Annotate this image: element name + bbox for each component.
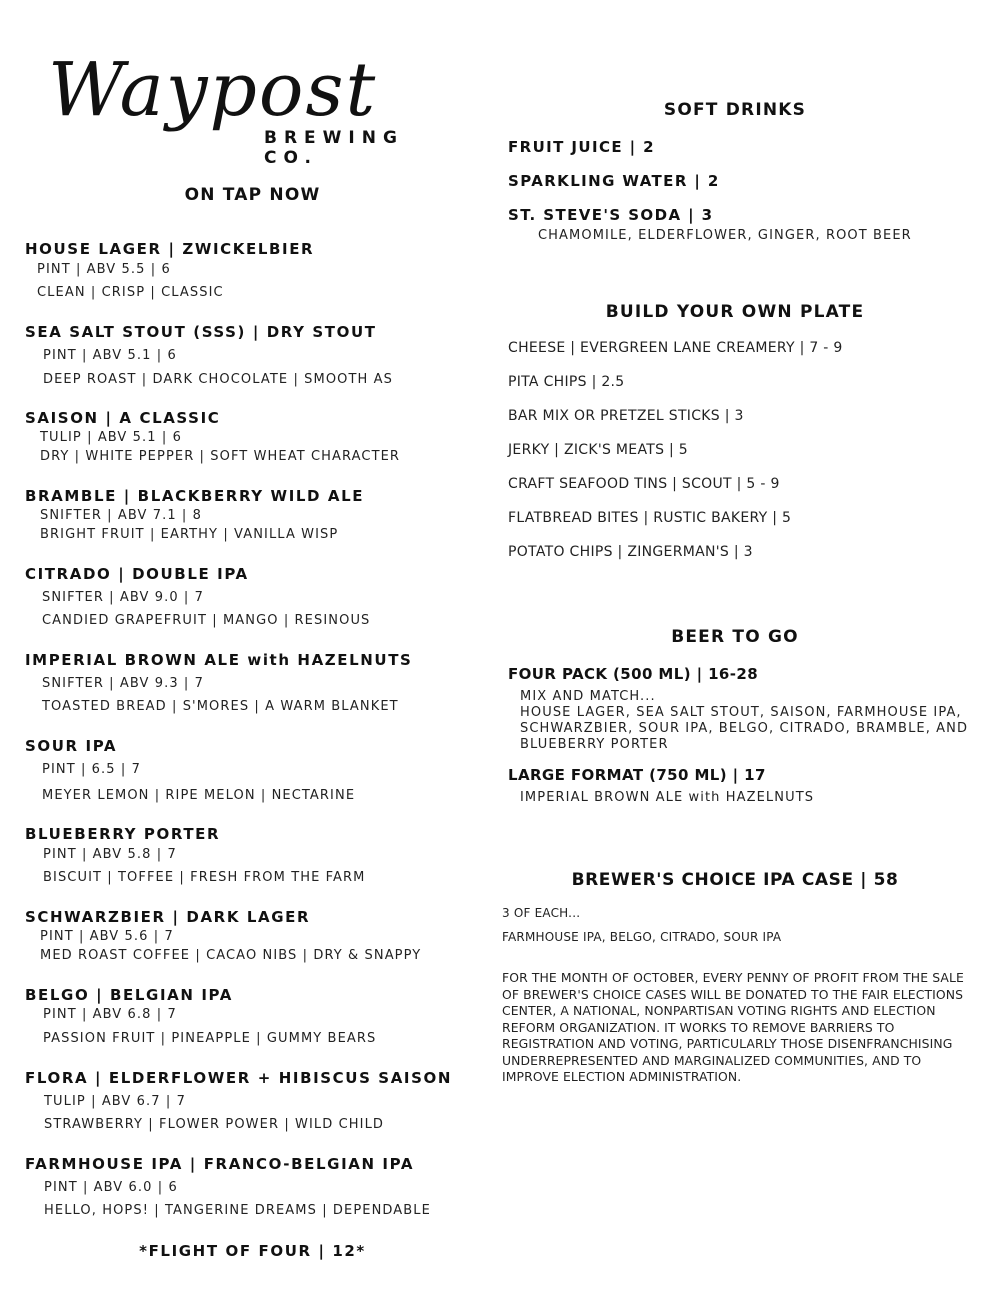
beer-details: TULIP | ABV 6.7 | 7 xyxy=(44,1094,186,1109)
beer-details: SNIFTER | ABV 9.3 | 7 xyxy=(42,676,205,691)
large-format-line: IMPERIAL BROWN ALE with HAZELNUTS xyxy=(520,790,815,805)
beer-notes: BRIGHT FRUIT | EARTHY | VANILLA WISP xyxy=(40,527,339,542)
beer-name: SOUR IPA xyxy=(25,737,118,755)
beer-name: SAISON | A CLASSIC xyxy=(25,409,221,427)
beer-notes: MED ROAST COFFEE | CACAO NIBS | DRY & SNAPPY xyxy=(40,948,422,963)
beer-name: IMPERIAL BROWN ALE with HAZELNUTS xyxy=(25,651,413,669)
plate-item: CRAFT SEAFOOD TINS | SCOUT | 5 - 9 xyxy=(508,476,780,492)
case-intro: 3 OF EACH... xyxy=(502,906,581,920)
large-format-label: LARGE FORMAT (750 ML) | 17 xyxy=(508,766,766,784)
plate-item: FLATBREAD BITES | RUSTIC BAKERY | 5 xyxy=(508,510,792,526)
logo-script-wordmark: Waypost xyxy=(48,47,378,133)
soft-drink-item: ST. STEVE'S SODA | 3 xyxy=(508,206,714,224)
on-tap-heading: ON TAP NOW xyxy=(184,185,321,205)
beer-notes: PASSION FRUIT | PINEAPPLE | GUMMY BEARS xyxy=(43,1031,377,1046)
beer-notes: DEEP ROAST | DARK CHOCOLATE | SMOOTH AS xyxy=(43,372,393,387)
beer-name: CITRADO | DOUBLE IPA xyxy=(25,565,249,583)
case-donation-note: FOR THE MONTH OF OCTOBER, EVERY PENNY OF PROFIT FROM THE SALE OF BREWER'S CHOICE CASES WILL BE DONATED TO THE FAIR ELECTIONS CENTER, A NATIONAL, NONPARTISAN VOTING RIGHTS AND ELECTION REFORM ORGANIZATION. IT WORKS TO REMOVE BARRIERS TO REGISTRATION AND VOTING, PARTICULARLY THOSE DISENFRANCHISING UNDERREPRESENTED AND MARGINALIZED COMMUNITIES, AND TO IMPROVE ELECTION ADMINISTRATION. xyxy=(502,970,964,1084)
beer-notes: TOASTED BREAD | S'MORES | A WARM BLANKET xyxy=(42,699,399,714)
soft-drinks-heading: SOFT DRINKS xyxy=(663,100,807,120)
beer-notes: DRY | WHITE PEPPER | SOFT WHEAT CHARACTER xyxy=(40,449,401,464)
beer-details: PINT | 6.5 | 7 xyxy=(42,762,141,777)
beer-notes: CANDIED GRAPEFRUIT | MANGO | RESINOUS xyxy=(42,613,371,628)
beer-details: PINT | ABV 5.1 | 6 xyxy=(43,348,177,363)
four-pack-line: BLUEBERRY PORTER xyxy=(520,737,669,752)
beer-to-go-heading: BEER TO GO xyxy=(671,627,799,647)
plate-item: CHEESE | EVERGREEN LANE CREAMERY | 7 - 9 xyxy=(508,340,843,356)
case-list: FARMHOUSE IPA, BELGO, CITRADO, SOUR IPA xyxy=(502,930,782,944)
plate-item: JERKY | ZICK'S MEATS | 5 xyxy=(508,442,688,458)
beer-notes: MEYER LEMON | RIPE MELON | NECTARINE xyxy=(42,788,356,803)
beer-details: PINT | ABV 6.0 | 6 xyxy=(44,1180,178,1195)
beer-details: PINT | ABV 6.8 | 7 xyxy=(43,1007,177,1022)
four-pack-line: MIX AND MATCH... xyxy=(520,689,656,704)
plate-item: PITA CHIPS | 2.5 xyxy=(508,374,625,390)
four-pack-line: HOUSE LAGER, SEA SALT STOUT, SAISON, FARMHOUSE IPA, xyxy=(520,705,962,720)
beer-notes: BISCUIT | TOFFEE | FRESH FROM THE FARM xyxy=(43,870,366,885)
four-pack-label: FOUR PACK (500 ML) | 16-28 xyxy=(508,665,759,683)
beer-details: TULIP | ABV 5.1 | 6 xyxy=(40,430,182,445)
soft-drink-item: SPARKLING WATER | 2 xyxy=(508,172,720,190)
beer-name: BLUEBERRY PORTER xyxy=(25,825,221,843)
flight-of-four: *FLIGHT OF FOUR | 12* xyxy=(139,1242,366,1260)
beer-name: SEA SALT STOUT (SSS) | DRY STOUT xyxy=(25,323,377,341)
beer-details: SNIFTER | ABV 9.0 | 7 xyxy=(42,590,205,605)
beer-name: FARMHOUSE IPA | FRANCO-BELGIAN IPA xyxy=(25,1155,415,1173)
soda-flavors: CHAMOMILE, ELDERFLOWER, GINGER, ROOT BEER xyxy=(538,228,912,243)
beer-name: SCHWARZBIER | DARK LAGER xyxy=(25,908,311,926)
plate-item: POTATO CHIPS | ZINGERMAN'S | 3 xyxy=(508,544,753,560)
case-heading: BREWER'S CHOICE IPA CASE | 58 xyxy=(571,870,899,890)
beer-details: PINT | ABV 5.8 | 7 xyxy=(43,847,177,862)
beer-name: BRAMBLE | BLACKBERRY WILD ALE xyxy=(25,487,365,505)
beer-details: PINT | ABV 5.5 | 6 xyxy=(37,262,171,277)
beer-details: PINT | ABV 5.6 | 7 xyxy=(40,929,174,944)
brewery-logo xyxy=(48,40,448,170)
beer-notes: CLEAN | CRISP | CLASSIC xyxy=(37,285,224,300)
four-pack-line: SCHWARZBIER, SOUR IPA, BELGO, CITRADO, BRAMBLE, AND xyxy=(520,721,969,736)
beer-name: HOUSE LAGER | ZWICKELBIER xyxy=(25,240,315,258)
logo-subtitle: BREWING CO. xyxy=(264,128,404,168)
beer-notes: HELLO, HOPS! | TANGERINE DREAMS | DEPENDABLE xyxy=(44,1203,431,1218)
plate-item: BAR MIX OR PRETZEL STICKS | 3 xyxy=(508,408,744,424)
beer-notes: STRAWBERRY | FLOWER POWER | WILD CHILD xyxy=(44,1117,385,1132)
soft-drink-item: FRUIT JUICE | 2 xyxy=(508,138,655,156)
beer-name: BELGO | BELGIAN IPA xyxy=(25,986,233,1004)
beer-name: FLORA | ELDERFLOWER + HIBISCUS SAISON xyxy=(25,1069,452,1087)
plate-heading: BUILD YOUR OWN PLATE xyxy=(605,302,865,322)
beer-details: SNIFTER | ABV 7.1 | 8 xyxy=(40,508,203,523)
